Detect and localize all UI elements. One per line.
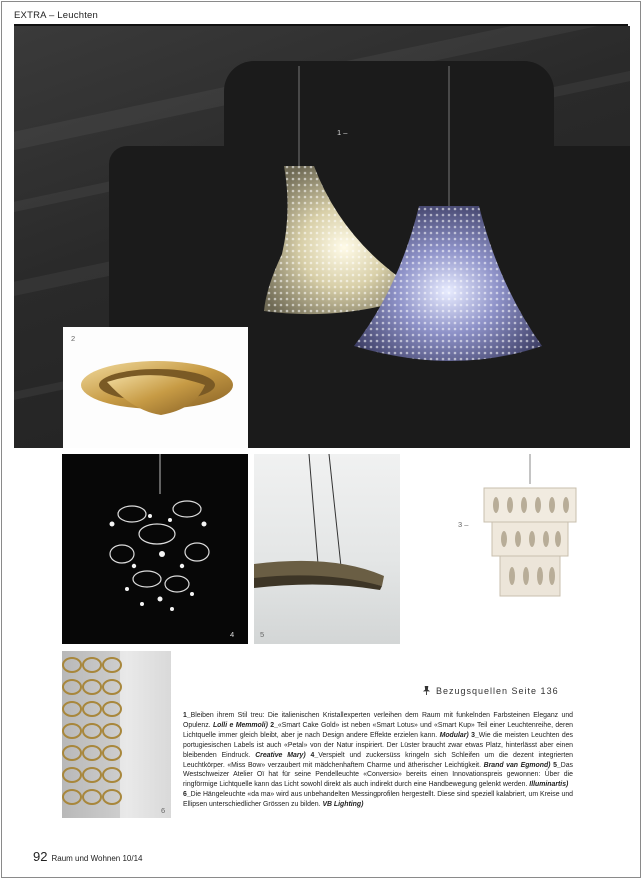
gold-downlight-illustration: [63, 327, 248, 448]
article-text-span: 3_: [471, 731, 479, 739]
ring-pendant-illustration: [254, 454, 400, 644]
article-text-span: Wie die meisten Leuchten des portugiesischen Labels ist auch «Petal» von der Natur inspiriert. Der Lüster braucht zwar etwas Platz, hinterlässt aber einen bleibenden Eindruck.: [183, 731, 573, 759]
photo-tiered-petal-pendant: [470, 454, 590, 604]
article-text-span: VB Lighting): [322, 801, 364, 809]
article-text-span: 4_: [310, 751, 319, 759]
article-text-span: Das Westschweizer Atelier Oï hat für seine Pendelleuchte «Conversio» bereits einen Innovationspreis gewonnen: Über die ringförmige Lichtquelle kann das Licht sowohl direkt als auch indirekt durch eine Handbewegung gelenkt werden.: [183, 761, 574, 789]
pushpin-icon: [422, 686, 431, 695]
photo-brass-rings: [62, 651, 171, 818]
image-number-5: 5: [260, 630, 265, 639]
image-number-1: 1 –: [337, 128, 348, 137]
article-text-span: Illuminartis): [529, 781, 569, 789]
image-number-2: 2: [71, 334, 76, 343]
article-body: [183, 711, 573, 810]
magazine-issue: Raum und Wohnen 10/14: [51, 854, 143, 863]
image-number-3: 3 –: [458, 520, 469, 529]
article-text-span: Creative Mary): [255, 751, 306, 759]
sources-label: Bezugsquellen Seite 136: [436, 686, 559, 696]
brass-rings-illustration: [62, 651, 171, 818]
page-footer: [33, 848, 143, 866]
article-text-span: 1_: [183, 712, 191, 719]
image-number-6: 6: [161, 806, 166, 815]
article-text-span: 2_: [270, 721, 278, 729]
article-text-span: Modular): [439, 731, 469, 739]
article-text-span: 5_: [553, 761, 561, 769]
photo-ring-pendant: [254, 454, 400, 644]
image-number-4: 4: [230, 630, 235, 639]
article-text-span: «Smart Cake Gold» ist neben «Smart Lotus» und «Smart Kup» Teil einer Leuchtenreihe, deren Lichtquelle immer gleich bleibt, aber je nach Design andere Effekte erzielen kann.: [183, 721, 573, 739]
article-text-span: Lolli e Memmoli): [212, 721, 268, 729]
article-text-span: Die Hängeleuchte «da ma» wird aus unbehandelten Messingprofilen hergestellt. Diese sind speziell kalabriert, um Kreise und Ellipsen unterschiedlicher Grössen zu bilden.: [183, 791, 573, 809]
inset-photo-downlight: [63, 327, 248, 448]
photo-chandelier-bows: [62, 454, 248, 644]
article-text-span: Bleiben ihrem Stil treu: Die italienischen Kristallexperten verleihen dem Raum mit funkelnden Farbsteinen Eleganz und Opulenz.: [183, 712, 573, 729]
section-header: EXTRA – Leuchten: [14, 10, 99, 21]
sources-reference: [422, 686, 559, 696]
chandelier-illustration: [62, 454, 248, 644]
article-text-span: Brand van Egmond): [483, 761, 551, 769]
article-text-span: Verspielt und zuckersüss kringeln sich Schleifen um die dezent integrierten Leuchtkörper. «Miss Bow» verzaubert mit mädchenhaftem Charme und ätherischer Leichtigkeit.: [183, 751, 574, 769]
tiered-pendant-illustration: [470, 454, 590, 604]
page-number: 92: [33, 849, 48, 864]
article-text-span: 6_: [183, 791, 191, 799]
